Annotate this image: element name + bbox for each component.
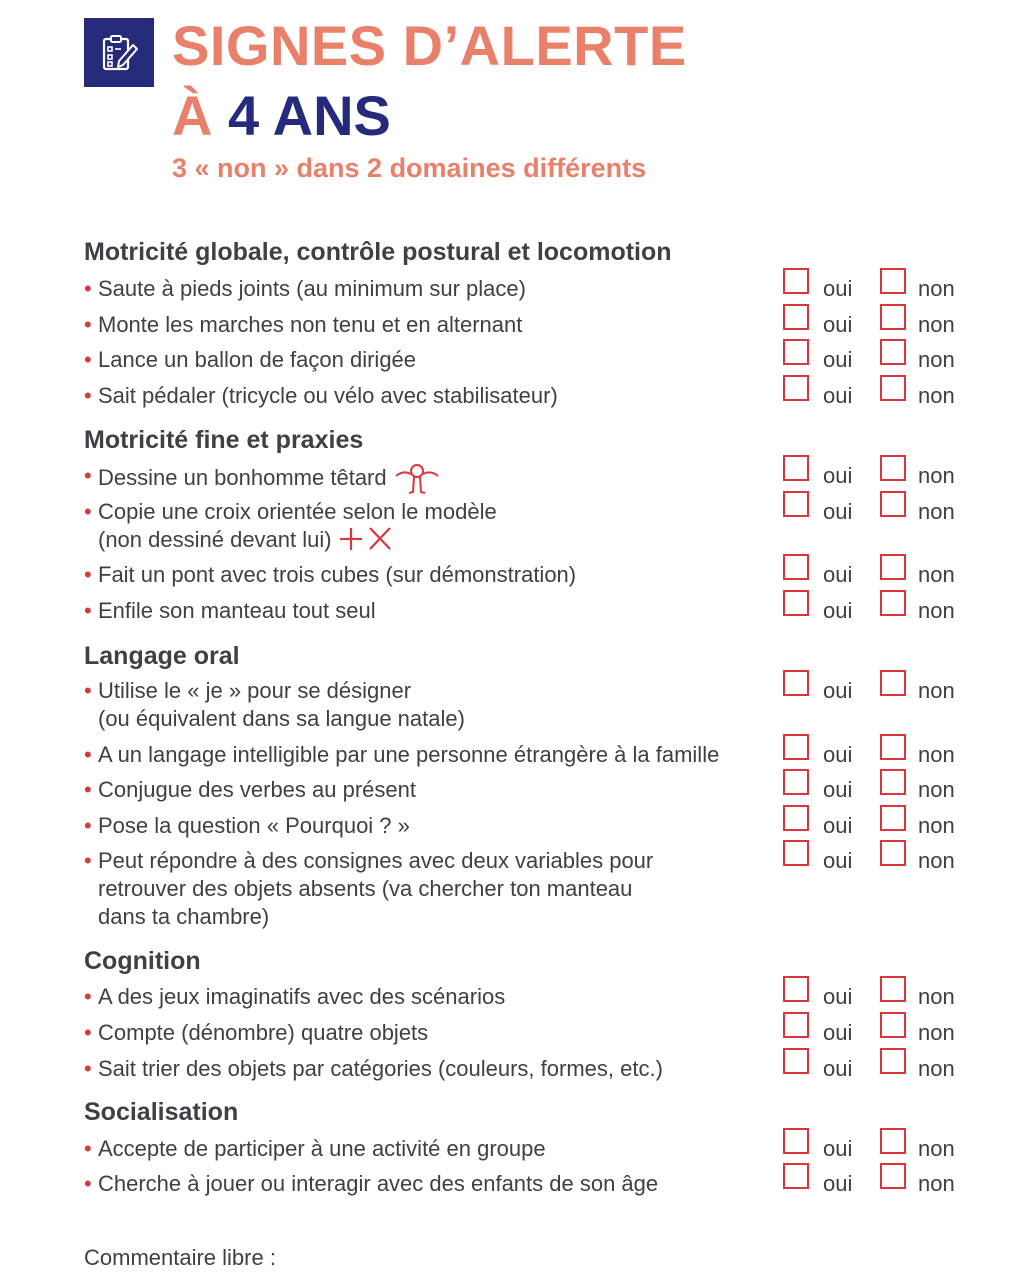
label-non: non xyxy=(918,1020,955,1045)
label-oui: oui xyxy=(823,1020,853,1045)
cross-icons xyxy=(338,527,398,555)
checkbox-oui[interactable] xyxy=(783,590,809,616)
bullet-icon: • xyxy=(84,347,92,372)
item-text xyxy=(98,741,778,769)
item-text xyxy=(98,776,778,804)
checkbox-non[interactable] xyxy=(880,840,906,866)
item-label: A un langage intelligible par une personne étrangère à la famille xyxy=(98,742,720,767)
bullet-icon: • xyxy=(84,1171,92,1196)
item-label: Enfile son manteau tout seul xyxy=(98,598,376,623)
checkbox-oui[interactable] xyxy=(783,1128,809,1154)
item-text xyxy=(98,677,778,733)
checkbox-oui[interactable] xyxy=(783,734,809,760)
checkbox-non[interactable] xyxy=(880,1128,906,1154)
bullet-icon: • xyxy=(84,777,92,802)
bullet-icon: • xyxy=(84,678,92,703)
bullet-icon: • xyxy=(84,276,92,301)
bullet-icon: • xyxy=(84,984,92,1009)
page-subtitle: 3 « non » dans 2 domaines différents xyxy=(172,153,647,183)
section-title: Motricité fine et praxies xyxy=(84,426,364,454)
item-label: Lance un ballon de façon dirigée xyxy=(98,347,417,372)
item-label: Sait pédaler (tricycle ou vélo avec stabilisateur) xyxy=(98,383,558,408)
checkbox-non[interactable] xyxy=(880,1163,906,1189)
label-oui: oui xyxy=(823,347,853,372)
label-non: non xyxy=(918,562,955,587)
section-title: Cognition xyxy=(84,947,201,975)
label-non: non xyxy=(918,383,955,408)
label-oui: oui xyxy=(823,1056,853,1081)
item-text xyxy=(98,1170,778,1198)
label-oui: oui xyxy=(823,276,853,301)
item-text xyxy=(98,346,778,374)
bullet-icon: • xyxy=(84,1136,92,1161)
tadpole-figure-icon xyxy=(393,462,441,496)
checkbox-non[interactable] xyxy=(880,268,906,294)
item-text xyxy=(98,498,778,555)
label-non: non xyxy=(918,777,955,802)
section-title: Langage oral xyxy=(84,642,240,670)
checkbox-non[interactable] xyxy=(880,491,906,517)
bullet-icon: • xyxy=(84,499,92,524)
item-text xyxy=(98,275,778,303)
item-text xyxy=(98,597,778,625)
section-title: Socialisation xyxy=(84,1098,239,1126)
item-text xyxy=(98,462,778,496)
label-non: non xyxy=(918,1171,955,1196)
bullet-icon: • xyxy=(84,598,92,623)
item-label: Utilise le « je » pour se désigner (ou équivalent dans sa langue natale) xyxy=(98,678,465,731)
label-oui: oui xyxy=(823,984,853,1009)
item-label: Dessine un bonhomme têtard xyxy=(98,464,387,490)
label-non: non xyxy=(918,678,955,703)
label-oui: oui xyxy=(823,312,853,337)
checkbox-non[interactable] xyxy=(880,339,906,365)
page-title: SIGNES D’ALERTE xyxy=(172,14,687,77)
bullet-icon: • xyxy=(84,312,92,337)
label-non: non xyxy=(918,347,955,372)
item-text xyxy=(98,812,778,840)
label-oui: oui xyxy=(823,598,853,623)
section-title: Motricité globale, contrôle postural et locomotion xyxy=(84,238,672,266)
item-text xyxy=(98,1019,778,1047)
bullet-icon: • xyxy=(84,383,92,408)
item-label: Fait un pont avec trois cubes (sur démonstration) xyxy=(98,562,577,587)
comment-label: Commentaire libre : xyxy=(84,1245,276,1270)
checkbox-non[interactable] xyxy=(880,976,906,1002)
item-label: Pose la question « Pourquoi ? » xyxy=(98,813,410,838)
item-label: Cherche à jouer ou interagir avec des enfants de son âge xyxy=(98,1171,659,1196)
label-non: non xyxy=(918,276,955,301)
checkbox-oui[interactable] xyxy=(783,554,809,580)
checkbox-oui[interactable] xyxy=(783,491,809,517)
item-text xyxy=(98,311,778,339)
checkbox-non[interactable] xyxy=(880,1012,906,1038)
checkbox-oui[interactable] xyxy=(783,670,809,696)
checkbox-oui[interactable] xyxy=(783,455,809,481)
label-non: non xyxy=(918,1136,955,1161)
label-non: non xyxy=(918,499,955,524)
bullet-icon: • xyxy=(84,562,92,587)
checkbox-oui[interactable] xyxy=(783,1163,809,1189)
label-non: non xyxy=(918,984,955,1009)
label-oui: oui xyxy=(823,562,853,587)
checkbox-oui[interactable] xyxy=(783,268,809,294)
item-label: Accepte de participer à une activité en groupe xyxy=(98,1136,546,1161)
bullet-icon: • xyxy=(84,1020,92,1045)
checkbox-oui[interactable] xyxy=(783,304,809,330)
item-label: Conjugue des verbes au présent xyxy=(98,777,416,802)
checkbox-oui[interactable] xyxy=(783,1048,809,1074)
item-label: Monte les marches non tenu et en alternant xyxy=(98,312,523,337)
bullet-icon: • xyxy=(84,742,92,767)
checkbox-oui[interactable] xyxy=(783,840,809,866)
checkbox-oui[interactable] xyxy=(783,805,809,831)
item-text xyxy=(98,847,778,931)
label-non: non xyxy=(918,312,955,337)
checkbox-oui[interactable] xyxy=(783,976,809,1002)
label-non: non xyxy=(918,598,955,623)
label-oui: oui xyxy=(823,499,853,524)
checkbox-non[interactable] xyxy=(880,375,906,401)
checkbox-non[interactable] xyxy=(880,670,906,696)
label-oui: oui xyxy=(823,813,853,838)
label-non: non xyxy=(918,813,955,838)
bullet-icon: • xyxy=(84,813,92,838)
item-text xyxy=(98,983,778,1011)
label-oui: oui xyxy=(823,678,853,703)
checkbox-non[interactable] xyxy=(880,455,906,481)
label-oui: oui xyxy=(823,742,853,767)
label-non: non xyxy=(918,742,955,767)
checkbox-non[interactable] xyxy=(880,590,906,616)
item-label: Sait trier des objets par catégories (couleurs, formes, etc.) xyxy=(98,1056,663,1081)
checkbox-oui[interactable] xyxy=(783,339,809,365)
label-non: non xyxy=(918,848,955,873)
label-oui: oui xyxy=(823,848,853,873)
title-prefix: À xyxy=(172,84,213,147)
bullet-icon: • xyxy=(84,848,92,873)
checkbox-oui[interactable] xyxy=(783,375,809,401)
item-text xyxy=(98,1135,778,1163)
bullet-icon: • xyxy=(84,463,92,488)
label-oui: oui xyxy=(823,777,853,802)
label-oui: oui xyxy=(823,383,853,408)
label-oui: oui xyxy=(823,1171,853,1196)
checkbox-oui[interactable] xyxy=(783,769,809,795)
checkbox-non[interactable] xyxy=(880,1048,906,1074)
item-label: Peut répondre à des consignes avec deux variables pour retrouver des objets absents (va chercher ton manteau dans ta chambre) xyxy=(98,848,654,929)
item-text xyxy=(98,561,778,589)
label-non: non xyxy=(918,1056,955,1081)
checkbox-non[interactable] xyxy=(880,769,906,795)
title-age: 4 ANS xyxy=(228,84,391,147)
bullet-icon: • xyxy=(84,1056,92,1081)
item-label: A des jeux imaginatifs avec des scénarios xyxy=(98,984,506,1009)
checkbox-non[interactable] xyxy=(880,734,906,760)
item-text xyxy=(98,382,778,410)
label-oui: oui xyxy=(823,463,853,488)
checkbox-oui[interactable] xyxy=(783,1012,809,1038)
checkbox-non[interactable] xyxy=(880,554,906,580)
item-label: Saute à pieds joints (au minimum sur place) xyxy=(98,276,526,301)
label-non: non xyxy=(918,463,955,488)
item-label: Compte (dénombre) quatre objets xyxy=(98,1020,429,1045)
item-label: Copie une croix orientée selon le modèle (non dessiné devant lui) xyxy=(98,499,497,552)
label-oui: oui xyxy=(823,1136,853,1161)
checkbox-non[interactable] xyxy=(880,805,906,831)
checkbox-non[interactable] xyxy=(880,304,906,330)
item-text xyxy=(98,1055,778,1083)
